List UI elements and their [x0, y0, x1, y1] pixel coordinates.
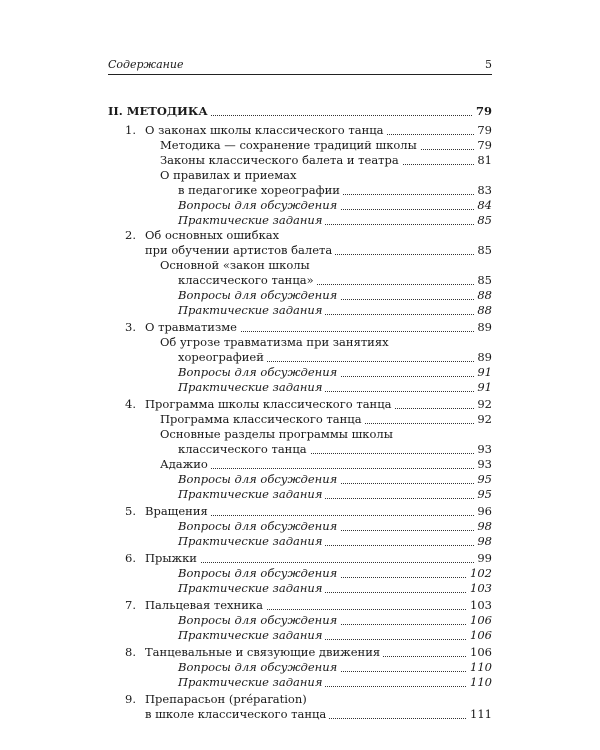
toc-entry[interactable] [178, 628, 492, 643]
entry-title: классического танца» [178, 273, 317, 288]
entry-page: 110 [467, 660, 492, 675]
entry-page: 93 [474, 457, 492, 472]
entry-page: 84 [474, 198, 492, 213]
entry-title: Законы классического балета и театра [160, 153, 402, 168]
entry-title: при обучении артистов балета [145, 243, 335, 258]
entry-page: 96 [474, 504, 492, 519]
toc-entry[interactable] [178, 303, 492, 318]
chapter-number: 3. [125, 320, 136, 334]
toc-entry[interactable] [145, 243, 492, 258]
entry-title: Практические задания [178, 380, 325, 395]
entry-title-line: О правилах и приемах [160, 168, 297, 182]
section-page: 79 [473, 104, 492, 119]
entry-page: 93 [474, 442, 492, 457]
entry-title: Адажио [160, 457, 211, 472]
toc-entry[interactable] [178, 566, 492, 581]
entry-page: 79 [474, 138, 492, 153]
entry-page: 110 [467, 675, 492, 690]
entry-title-line: Основные разделы программы школы [160, 427, 393, 441]
entry-title: Практические задания [178, 534, 325, 549]
entry-title: Практические задания [178, 487, 325, 502]
running-header [108, 58, 492, 75]
toc-entry[interactable] [160, 153, 492, 168]
chapter-number: 4. [125, 397, 136, 411]
chapter-number: 2. [125, 228, 136, 242]
toc-entry[interactable] [145, 551, 492, 566]
entry-page: 92 [474, 397, 492, 412]
chapter-number: 5. [125, 504, 136, 518]
entry-page: 89 [474, 350, 492, 365]
toc-entry[interactable] [178, 487, 492, 502]
entry-title: Вопросы для обсуждения [178, 613, 340, 628]
toc-entry[interactable] [178, 472, 492, 487]
entry-title: Практические задания [178, 303, 325, 318]
entry-page: 103 [467, 581, 492, 596]
entry-title: Танцевальные и связующие движения [145, 645, 383, 660]
entry-title: Вопросы для обсуждения [178, 288, 340, 303]
toc-entry[interactable] [145, 598, 492, 613]
toc-entry[interactable] [160, 138, 492, 153]
entry-title: О травматизме [145, 320, 240, 335]
toc-entry[interactable] [145, 645, 492, 660]
entry-title: Практические задания [178, 581, 325, 596]
entry-title: Методика — сохранение традиций школы [160, 138, 420, 153]
entry-title: Вопросы для обсуждения [178, 198, 340, 213]
entry-title: Вопросы для обсуждения [178, 566, 340, 581]
toc-entry[interactable] [178, 581, 492, 596]
entry-page: 95 [474, 472, 492, 487]
entry-title: Вопросы для обсуждения [178, 472, 340, 487]
entry-page: 85 [474, 213, 492, 228]
entry-title: Прыжки [145, 551, 200, 566]
toc-entry[interactable] [178, 365, 492, 380]
entry-title: хореографией [178, 350, 267, 365]
entry-page: 79 [474, 123, 492, 138]
entry-page: 92 [474, 412, 492, 427]
entry-page: 98 [474, 534, 492, 549]
entry-title: Вопросы для обсуждения [178, 660, 340, 675]
toc-entry[interactable] [160, 412, 492, 427]
entry-title: в педагогике хореографии [178, 183, 343, 198]
toc-entry[interactable] [178, 288, 492, 303]
entry-page: 103 [467, 598, 492, 613]
entry-title: Пальцевая техника [145, 598, 266, 613]
toc-entry[interactable] [178, 660, 492, 675]
chapter-number: 1. [125, 123, 136, 137]
toc-entry[interactable] [145, 707, 492, 722]
toc-entry[interactable] [178, 183, 492, 198]
entry-page: 102 [467, 566, 492, 581]
chapter-number: 7. [125, 598, 136, 612]
entry-page: 83 [474, 183, 492, 198]
entry-page: 98 [474, 519, 492, 534]
toc-entry[interactable] [160, 457, 492, 472]
entry-page: 111 [467, 707, 492, 722]
entry-title: Практические задания [178, 213, 325, 228]
entry-page: 89 [474, 320, 492, 335]
header-title: Содержание [108, 58, 184, 71]
entry-title: Вопросы для обсуждения [178, 365, 340, 380]
section-label: II. МЕТОДИКА [108, 104, 211, 119]
toc-entry[interactable] [178, 380, 492, 395]
entry-page: 106 [467, 628, 492, 643]
toc-entry[interactable] [145, 397, 492, 412]
entry-page: 85 [474, 243, 492, 258]
entry-title-line: Об основных ошибках [145, 228, 280, 242]
entry-title: классического танца [178, 442, 310, 457]
toc-entry[interactable] [178, 442, 492, 457]
entry-title: Практические задания [178, 675, 325, 690]
entry-page: 88 [474, 288, 492, 303]
entry-title-line: Препарасьон (préparation) [145, 692, 307, 706]
entry-title-line: Основной «закон школы [160, 258, 310, 272]
entry-title: Практические задания [178, 628, 325, 643]
entry-page: 91 [474, 365, 492, 380]
entry-title: Программа школы классического танца [145, 397, 394, 412]
entry-page: 99 [474, 551, 492, 566]
chapter-number: 6. [125, 551, 136, 565]
entry-title: Программа классического танца [160, 412, 365, 427]
entry-page: 88 [474, 303, 492, 318]
entry-title: в школе классического танца [145, 707, 329, 722]
entry-page: 81 [474, 153, 492, 168]
entry-page: 106 [467, 613, 492, 628]
entry-page: 85 [474, 273, 492, 288]
toc-entry[interactable] [178, 613, 492, 628]
entry-title: О законах школы классического танца [145, 123, 387, 138]
toc-entry[interactable] [145, 504, 492, 519]
entry-title: Вопросы для обсуждения [178, 519, 340, 534]
entry-page: 91 [474, 380, 492, 395]
toc-entry[interactable] [178, 213, 492, 228]
entry-page: 106 [467, 645, 492, 660]
chapter-number: 9. [125, 692, 136, 706]
entry-title: Вращения [145, 504, 211, 519]
chapter-number: 8. [125, 645, 136, 659]
entry-title-line: Об угрозе травматизма при занятиях [160, 335, 389, 349]
section-heading[interactable] [108, 104, 492, 119]
toc-entry[interactable] [145, 320, 492, 335]
toc-entry[interactable] [178, 198, 492, 213]
header-page-number: 5 [485, 58, 492, 71]
toc-entry[interactable] [178, 519, 492, 534]
toc-entry[interactable] [178, 273, 492, 288]
toc-entry[interactable] [145, 123, 492, 138]
toc-entry[interactable] [178, 675, 492, 690]
toc-entry[interactable] [178, 350, 492, 365]
toc-entry[interactable] [178, 534, 492, 549]
entry-page: 95 [474, 487, 492, 502]
